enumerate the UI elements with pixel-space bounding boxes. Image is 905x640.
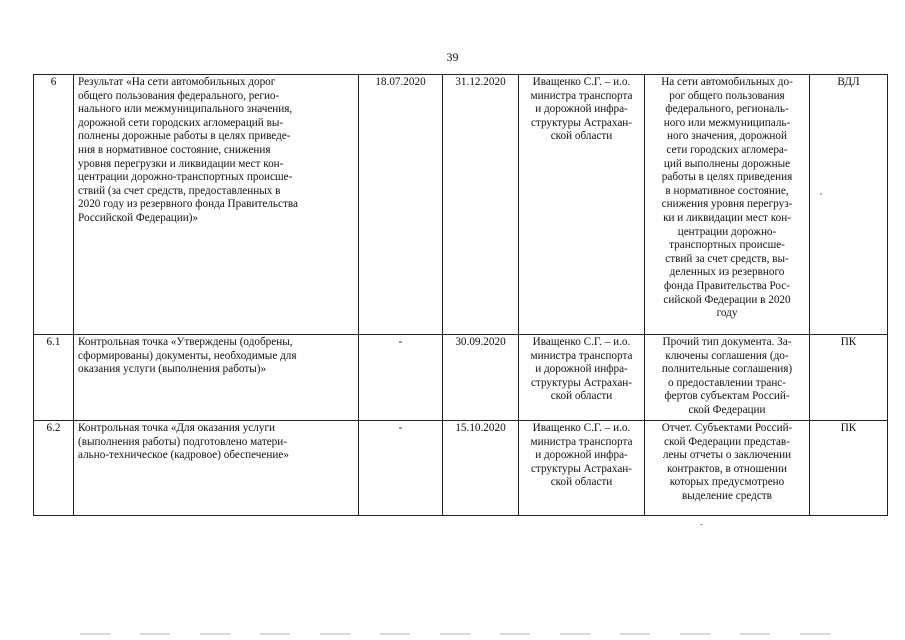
event-name: Контрольная точка «Для оказания услуги (выполнения работы) подготовлено матери- ально-техническое (кадровое) обеспечение»: [74, 421, 359, 516]
event-name: Контрольная точка «Утверждены (одобрены, сформированы) документы, необходимые для оказания услуги (выполнения работы)»: [74, 335, 359, 421]
scan-speck: [700, 524, 703, 525]
table-row: [34, 75, 888, 335]
start-date: -: [359, 421, 443, 516]
page-number: 39: [446, 50, 459, 64]
end-date: 15.10.2020: [443, 421, 519, 516]
table-row: [34, 335, 888, 421]
result-document: Отчет. Субъектами Россий- ской Федерации представ- лены отчеты о заключении контрактов, в отношении которых предусмотрено выделение средств: [645, 421, 810, 516]
responsible-person: Иващенко С.Г. – и.о. министра транспорта и дорожной инфра- структуры Астрахан- ской области: [519, 75, 645, 335]
row-number: 6.1: [34, 335, 74, 421]
result-document: На сети автомобильных до- рог общего пользования федерального, региональ- ного или межмуниципаль- ного значения, дорожной сети городских агломера- ций выполнены дорожные работы в целях приведения в нормативное состояние, снижения уровня перегруз- ки и ликвидации мест кон- центрации дорожно- транспортных происше- ствий за счет средств, вы- деленных из резервного фонда Правительства Рос- сийской Федерации в 2020 году: [645, 75, 810, 335]
start-date: -: [359, 335, 443, 421]
event-name: Результат «На сети автомобильных дорог общего пользования федерального, регио- нального или межмуниципального значения, дорожной сети городских агломераций вы- полнены дорожные работы в целях приведе- ния в нормативное состояние, снижения уровня перегрузки и ликвидации мест кон- центрации дорожно-транспортных происше- ствий (за счет средств, предоставленных в 2020 году из резервного фонда Правительства Российской Федерации)»: [74, 75, 359, 335]
responsible-person: Иващенко С.Г. – и.о. министра транспорта и дорожной инфра- структуры Астрахан- ской области: [519, 421, 645, 516]
control-level: ВДЛ: [810, 75, 888, 335]
row-number: 6.2: [34, 421, 74, 516]
scan-speck: [820, 193, 822, 195]
end-date: 31.12.2020: [443, 75, 519, 335]
end-date: 30.09.2020: [443, 335, 519, 421]
responsible-person: Иващенко С.Г. – и.о. министра транспорта и дорожной инфра- структуры Астрахан- ской области: [519, 335, 645, 421]
result-document: Прочий тип документа. За- ключены соглашения (до- полнительные соглашения) о предоставлении транс- фертов субъектам Россий- ской Федерации: [645, 335, 810, 421]
start-date: 18.07.2020: [359, 75, 443, 335]
table-row: [34, 421, 888, 516]
row-number: 6: [34, 75, 74, 335]
control-level: ПК: [810, 421, 888, 516]
scan-artifact: [80, 633, 840, 635]
control-level: ПК: [810, 335, 888, 421]
control-points-table: [33, 74, 888, 516]
